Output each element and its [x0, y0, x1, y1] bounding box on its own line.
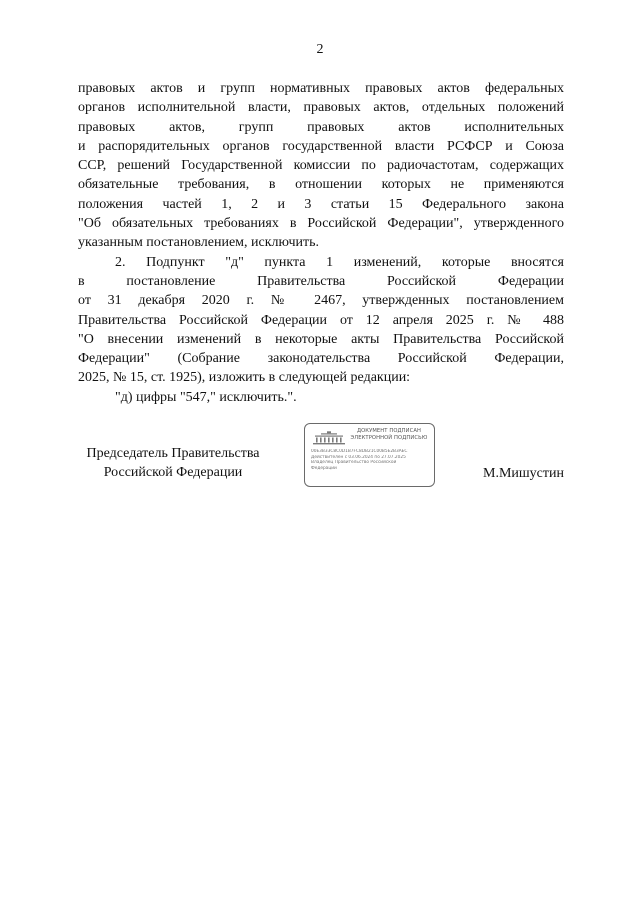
text-line: органов исполнительной власти, правовых актов, отдельных положений: [78, 100, 564, 116]
signer-name: М.Мишустин: [483, 466, 564, 481]
esign-details: [311, 449, 433, 471]
signatory-position: [78, 444, 268, 483]
esign-title-line: ЭЛЕКТРОННОЙ ПОДПИСЬЮ: [350, 434, 428, 441]
text-line: правовых актов и групп нормативных правовых актов федеральных: [78, 81, 564, 96]
text-line: в постановление Правительства Российской Федерации: [78, 273, 564, 289]
esign-title: [346, 428, 432, 441]
government-building-icon: [312, 431, 346, 445]
electronic-signature-stamp: [304, 423, 435, 487]
text-line: "О внесении изменений в некоторые акты Правительства Российской: [78, 331, 564, 347]
esign-owner: Федерации: [311, 465, 337, 471]
page-number: 2: [316, 42, 324, 57]
quoted-amendment: "д) цифры "547," исключить.".: [115, 389, 297, 405]
text-line: ССР, решений Государственной комиссии по радиочастотам, содержащих: [78, 158, 564, 174]
text-line: 2. Подпункт "д" пункта 1 изменений, которые вносятся: [115, 254, 564, 270]
esign-certificate: 00E3B33C8C0D1B7FC8DB21C00B5E2B3AEC: [311, 449, 408, 454]
text-line: обязательные требования, в отношении которых не применяются: [78, 177, 564, 193]
text-line: Федерации" (Собрание законодательства Российской Федерации,: [78, 351, 564, 367]
text-line: Правительства Российской Федерации от 12 апреля 2025 г. № 488: [78, 312, 564, 328]
esign-validity: Действителен с 03.06.2024 по 27.07.2025: [311, 454, 406, 460]
signatory-position-line: Председатель Правительства: [86, 446, 260, 461]
text-line: и распорядительных органов государственной власти РСФСР и Союза: [78, 138, 564, 154]
text-line: правовых актов, групп правовых актов исполнительных: [78, 119, 564, 135]
signatory-position-line: Российской Федерации: [103, 465, 243, 481]
esign-title-line: ДОКУМЕНТ ПОДПИСАН: [356, 428, 422, 434]
esign-owner: Владелец Правительство Российской: [311, 460, 397, 466]
text-line: 2025, № 15, ст. 1925), изложить в следующей редакции:: [78, 370, 411, 386]
text-line: от 31 декабря 2020 г. № 2467, утвержденных постановлением: [78, 293, 564, 309]
text-line: указанным постановлением, исключить.: [78, 235, 319, 251]
text-line: "Об обязательных требованиях в Российской Федерации", утвержденного: [78, 216, 564, 232]
text-line: положения частей 1, 2 и 3 статьи 15 Федерального закона: [78, 196, 564, 212]
document-body: [78, 79, 564, 407]
